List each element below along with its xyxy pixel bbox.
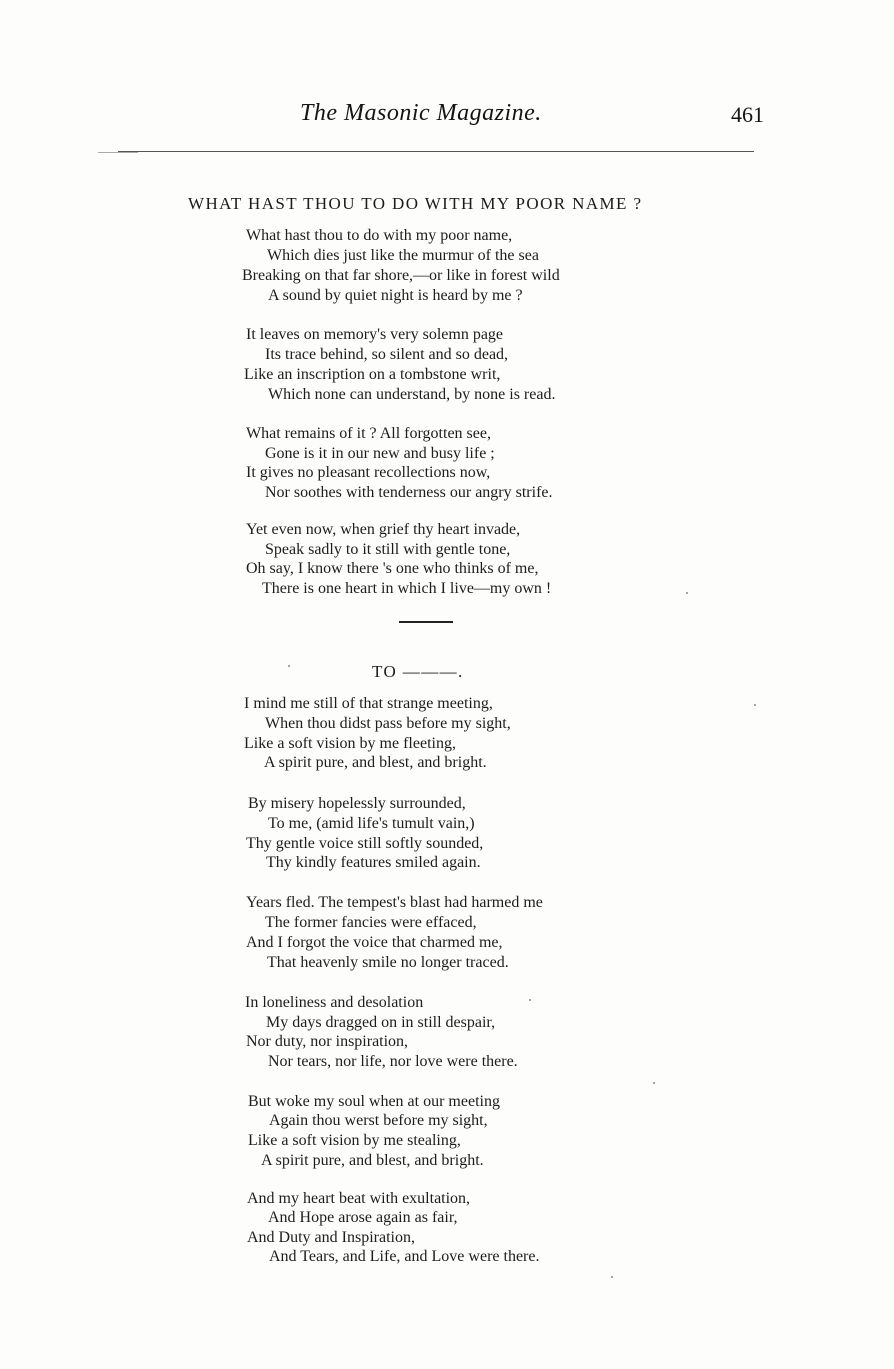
poem-line: Its trace behind, so silent and so dead, <box>265 346 509 363</box>
print-speck <box>754 704 756 706</box>
poem-line: What remains of it ? All forgotten see, <box>246 425 491 442</box>
poem-line: And my heart beat with exultation, <box>247 1190 471 1207</box>
poem-line: Years fled. The tempest's blast had harmed me <box>246 894 543 911</box>
poem-line: In loneliness and desolation <box>245 994 424 1011</box>
poem-line: Which dies just like the murmur of the sea <box>267 247 539 264</box>
poem-line: And Hope arose again as fair, <box>268 1209 458 1226</box>
poem-line: Thy kindly features smiled again. <box>266 854 481 871</box>
poem-line: To me, (amid life's tumult vain,) <box>268 815 475 832</box>
poem-line: There is one heart in which I live—my own ! <box>262 580 552 597</box>
poem-line: That heavenly smile no longer traced. <box>267 954 509 971</box>
poem-line: Nor duty, nor inspiration, <box>246 1033 409 1050</box>
poem-line: Oh say, I know there 's one who thinks of me, <box>246 560 539 577</box>
poem-line: A spirit pure, and blest, and bright. <box>261 1152 484 1169</box>
poem-line: But woke my soul when at our meeting <box>248 1093 500 1110</box>
header-rule-left-fade <box>98 152 138 153</box>
print-speck <box>653 1082 655 1084</box>
poem-line: The former fancies were effaced, <box>265 914 477 931</box>
poem-line: Like an inscription on a tombstone writ, <box>244 366 501 383</box>
page-number: 461 <box>731 102 764 127</box>
poem-line: Thy gentle voice still softly sounded, <box>246 835 484 852</box>
poem-line: I mind me still of that strange meeting, <box>244 695 493 712</box>
poem-line: Again thou werst before my sight, <box>269 1112 488 1129</box>
poem-line: Nor soothes with tenderness our angry strife. <box>265 484 553 501</box>
running-title: The Masonic Magazine. <box>300 100 542 126</box>
poem-line: A sound by quiet night is heard by me ? <box>268 287 523 304</box>
header-rule <box>118 151 754 152</box>
poem-title-to: TO ———. <box>372 662 464 681</box>
poem-line: Yet even now, when grief thy heart invade, <box>246 521 521 538</box>
poem-line: And Tears, and Life, and Love were there. <box>269 1248 540 1265</box>
poem-line: And I forgot the voice that charmed me, <box>246 934 503 951</box>
poem-line: When thou didst pass before my sight, <box>265 715 511 732</box>
poem-title-what-hast-thou: WHAT HAST THOU TO DO WITH MY POOR NAME ? <box>188 194 643 213</box>
poem-line: By misery hopelessly surrounded, <box>248 795 466 812</box>
poem-line: Which none can understand, by none is read. <box>268 386 556 403</box>
poem-line: My days dragged on in still despair, <box>266 1014 496 1031</box>
section-separator-rule <box>399 621 453 623</box>
poem-line: And Duty and Inspiration, <box>247 1229 415 1246</box>
poem-line: A spirit pure, and blest, and bright. <box>264 754 487 771</box>
poem-line: Speak sadly to it still with gentle tone, <box>265 541 511 558</box>
poem-line: Like a soft vision by me fleeting, <box>244 735 456 752</box>
poem-line: Breaking on that far shore,—or like in forest wild <box>242 267 560 284</box>
print-speck <box>288 665 290 667</box>
print-speck <box>529 999 531 1001</box>
poem-line: It gives no pleasant recollections now, <box>246 464 491 481</box>
poem-line: What hast thou to do with my poor name, <box>246 227 513 244</box>
print-speck <box>611 1276 613 1278</box>
print-speck <box>686 592 688 594</box>
poem-line: Gone is it in our new and busy life ; <box>265 445 495 462</box>
poem-line: Nor tears, nor life, nor love were there. <box>268 1053 518 1070</box>
poem-line: It leaves on memory's very solemn page <box>246 326 504 343</box>
poem-line: Like a soft vision by me stealing, <box>248 1132 461 1149</box>
